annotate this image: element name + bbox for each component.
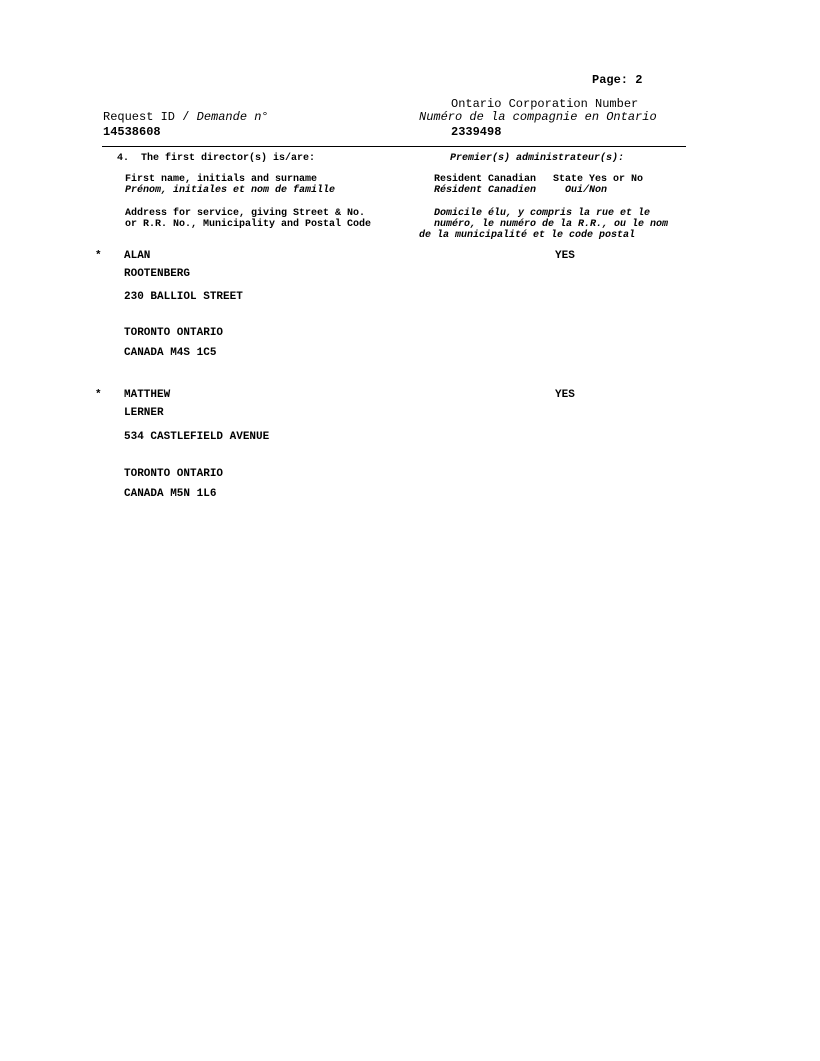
director-street: 534 CASTLEFIELD AVENUE: [124, 431, 270, 443]
address-label-fr-1: Domicile élu, y compris la rue et le: [434, 208, 651, 219]
request-id-label: [103, 110, 269, 124]
director-surname: ROOTENBERG: [124, 268, 191, 280]
name-label-fr: Prénom, initiales et nom de famille: [125, 185, 336, 196]
section-number: 4.: [117, 153, 130, 164]
state-label: State Yes or No: [553, 174, 644, 185]
director-postal: CANADA M4S 1C5: [124, 347, 217, 359]
address-label-fr-3: de la municipalité et le code postal: [419, 230, 636, 241]
request-id-value: 14538608: [103, 125, 161, 139]
address-label-fr-2: numéro, le numéro de la R.R., ou le nom: [434, 219, 669, 230]
corp-number-label-fr: Numéro de la compagnie en Ontario: [419, 110, 657, 124]
corp-number-value: 2339498: [451, 125, 502, 139]
header-rule: [102, 146, 686, 147]
address-label-2: or R.R. No., Municipality and Postal Code: [125, 219, 372, 230]
section-title-fr: Premier(s) administrateur(s):: [450, 153, 625, 164]
name-label: First name, initials and surname: [125, 174, 318, 185]
director-city: TORONTO ONTARIO: [124, 468, 224, 480]
corp-number-label: Ontario Corporation Number: [451, 97, 639, 111]
resident-label: Resident Canadian: [434, 174, 537, 185]
director-resident: YES: [555, 389, 575, 401]
director-first-name: MATTHEW: [124, 389, 171, 401]
request-id-label-en: Request ID /: [103, 110, 197, 124]
director-marker: *: [95, 389, 102, 401]
director-first-name: ALAN: [124, 250, 151, 262]
state-label-fr: Oui/Non: [565, 185, 608, 196]
address-label-1: Address for service, giving Street & No.: [125, 208, 366, 219]
resident-label-fr: Résident Canadien: [434, 185, 537, 196]
section-title-text: The first director(s) is/are:: [141, 153, 316, 164]
director-surname: LERNER: [124, 407, 164, 419]
director-street: 230 BALLIOL STREET: [124, 291, 243, 303]
director-marker: *: [95, 250, 102, 262]
section-title: [117, 153, 315, 164]
request-id-label-fr: Demande n°: [196, 110, 269, 124]
director-resident: YES: [555, 250, 575, 262]
director-city: TORONTO ONTARIO: [124, 327, 224, 339]
page-number: Page: 2: [592, 73, 643, 87]
director-postal: CANADA M5N 1L6: [124, 488, 217, 500]
